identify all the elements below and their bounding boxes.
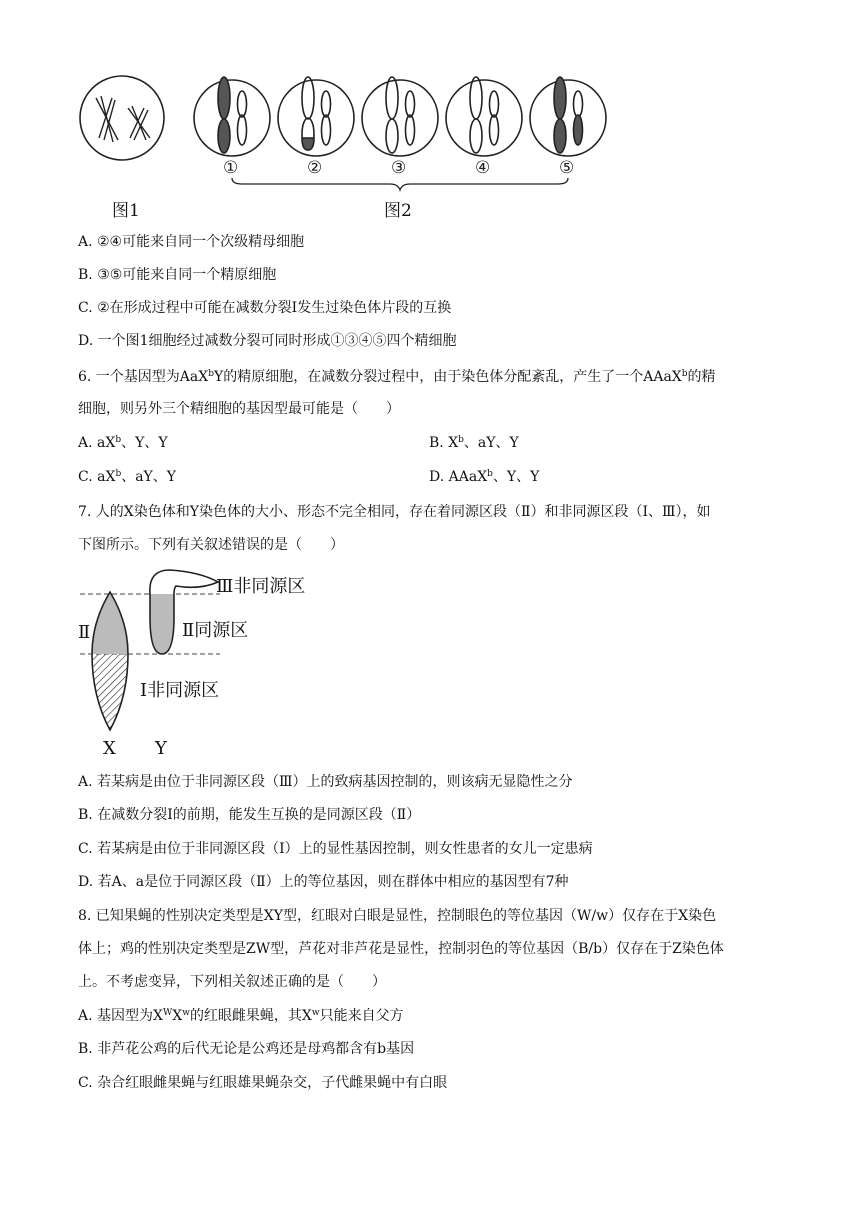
q7-option-d: D. 若A、a是位于同源区段（Ⅱ）上的等位基因，则在群体中相应的基因型有7种 (78, 874, 569, 890)
q8-option-b: B. 非芦花公鸡的后代无论是公鸡还是母鸡都含有b基因 (78, 1041, 415, 1057)
cell-number-1: ① (223, 158, 239, 178)
fig1-cell (80, 76, 164, 160)
q8-stem-line2: 体上；鸡的性别决定类型是ZW型，芦花对非芦花是显性，控制羽色的等位基因（B/b）仅存在于Z染色体 (78, 941, 724, 957)
q5-option-a: A. ②④可能来自同一个次级精母细胞 (78, 234, 305, 250)
q6-option-b: B. $X^b$、aY、Y (429, 435, 519, 451)
q8-stem-line3: 上。不考虑变异，下列相关叙述正确的是（ ） (78, 974, 386, 990)
q6-option-c: C. $aX^b$、aY、Y (78, 469, 177, 485)
q7-option-a: A. 若某病是由位于非同源区段（Ⅲ）上的致病基因控制的，则该病无显隐性之分 (78, 774, 573, 790)
cell-number-3: ③ (391, 158, 407, 178)
label-i-nonhomologous: Ⅰ非同源区 (140, 680, 220, 701)
q7-stem-line2: 下图所示。下列有关叙述错误的是（ ） (78, 537, 344, 553)
q7-stem-line1: 7. 人的X染色体和Y染色体的大小、形态不完全相同，存在着同源区段（Ⅱ）和非同源区段（Ⅰ、Ⅲ），如 (78, 504, 711, 520)
q7-option-b: B. 在减数分裂Ⅰ的前期，能发生互换的是同源区段（Ⅱ） (78, 807, 421, 823)
fig2-cell-4 (446, 77, 522, 156)
q8-option-c: C. 杂合红眼雌果蝇与红眼雄果蝇杂交，子代雌果蝇中有白眼 (78, 1075, 448, 1091)
q6-stem-line2: 细胞，则另外三个精细胞的基因型最可能是（ ） (78, 401, 400, 417)
chromosome-figure (0, 0, 860, 221)
fig2-cell-1 (194, 77, 270, 156)
cell-number-5: ⑤ (559, 158, 575, 178)
q8-stem-line1: 8. 已知果蝇的性别决定类型是XY型，红眼对白眼是显性，控制眼色的等位基因（W/w）仅存在于X染色 (78, 908, 717, 924)
q5-option-d: D. 一个图1细胞经过减数分裂可同时形成①③④⑤四个精细胞 (78, 333, 457, 349)
fig2-brace (232, 178, 568, 190)
fig2-cell-5 (530, 77, 606, 156)
q5-option-c: C. ②在形成过程中可能在减数分裂Ⅰ发生过染色体片段的互换 (78, 300, 452, 316)
label-iii-nonhomologous: Ⅲ非同源区 (216, 576, 306, 597)
label-ii-left: Ⅱ (78, 622, 91, 643)
label-x: X (103, 738, 116, 759)
fig1-label: 图1 (112, 201, 140, 221)
fig2-label: 图2 (384, 201, 412, 221)
q6-option-a: A. $aX^b$、Y、Y (78, 435, 168, 451)
cell-number-4: ④ (475, 158, 491, 178)
fig2-cell-3 (362, 77, 438, 156)
q6-option-d: D. AAaX$^b$、Y、Y (429, 469, 540, 485)
fig2-cell-2 (278, 77, 354, 156)
label-y: Y (155, 738, 167, 759)
cell-number-2: ② (307, 158, 323, 178)
q7-option-c: C. 若某病是由位于非同源区段（Ⅰ）上的显性基因控制，则女性患者的女儿一定患病 (78, 841, 593, 857)
q6-stem-line1: 6. 一个基因型为AaX$^b$Y的精原细胞，在减数分裂过程中，由于染色体分配紊乱，产生了一个AAaX$^b$的精 (78, 369, 716, 385)
label-ii-homologous: Ⅱ同源区 (182, 620, 249, 641)
x-chromosome (92, 592, 128, 730)
y-chromosome (150, 570, 218, 654)
xy-chromosome-figure (70, 562, 410, 762)
q5-option-b: B. ③⑤可能来自同一个精原细胞 (78, 267, 277, 283)
q8-option-a: A. 基因型为$X^WX^w$的红眼雌果蝇，其$X^w$只能来自父方 (78, 1008, 404, 1024)
